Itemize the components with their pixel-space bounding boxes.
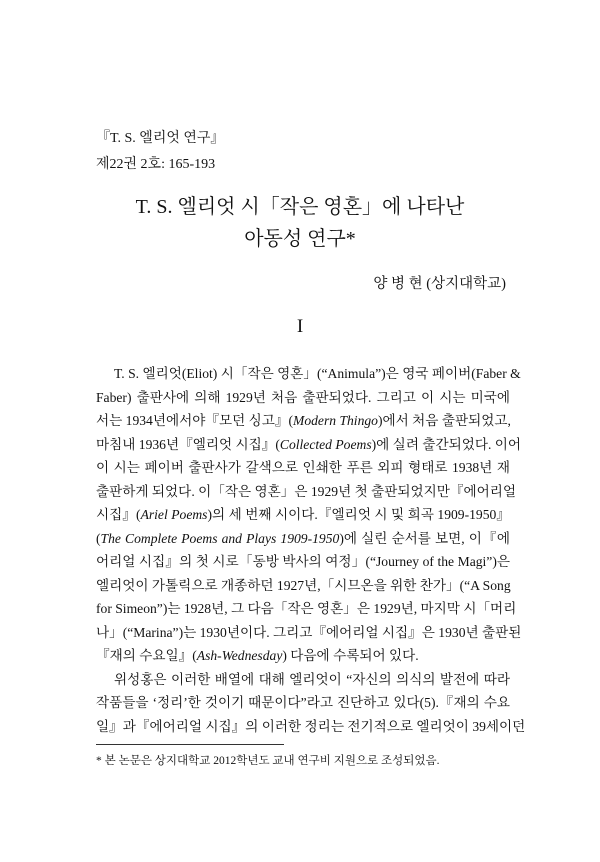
body-line: [96, 503, 510, 527]
body-line-text-tail: )의 세 번째 시이다.『엘리엇 시 및 희곡 1909-1950』: [207, 507, 510, 522]
body-line-italic: Collected Poems: [279, 436, 372, 452]
author-affiliation: 양 병 현 (상지대학교): [373, 276, 506, 292]
body-line-text: 작품들을 ‘정리’한 것이기 때문이다”라고 진단하고 있다(5).『재의 수요: [96, 695, 510, 710]
footnote: * 본 논문은 상지대학교 2012학년도 교내 연구비 지원으로 조성되었음.: [96, 755, 440, 767]
body-line: [96, 527, 510, 551]
body-line: [96, 715, 526, 739]
body-line: [96, 621, 522, 645]
body-line-text: 나」(“Marina”)는 1930년이다. 그리고『에어리얼 시집』은 1930년 출판된: [96, 624, 522, 640]
body-line: [96, 550, 510, 574]
body-line: [96, 362, 521, 386]
body-line-text: (: [96, 530, 101, 546]
body-line-text-tail: )에서 처음 출판되었고,: [377, 413, 511, 428]
body-line-text-tail: )에 실린 순서를 보면, 이『에: [339, 530, 511, 546]
body-line: [96, 386, 510, 410]
journal-issue: 제22권 2호: 165-193: [96, 157, 216, 172]
body-line-italic: Modern Thingo: [293, 413, 378, 428]
body-line-text: 위성홍은 이러한 배열에 대해 엘리엇이 “자신의 의식의 발전에 따라: [114, 671, 510, 687]
body-line-text: 일』과『에어리얼 시집』의 이러한 정리는 전기적으로 엘리엇이 39세이던: [96, 718, 526, 734]
body-line-italic: The Complete Poems and Plays 1909-1950: [100, 530, 340, 546]
body-line-text: 마침내 1936년『엘리엇 시집』(: [96, 436, 280, 452]
body-line: [96, 691, 510, 715]
body-line-text-tail: )에 실려 출간되었다. 이어: [371, 436, 522, 452]
paper-title-line-1: T. S. 엘리엇 시「작은 영혼」에 나타난: [135, 196, 465, 218]
body-line-text: 시집』(: [96, 507, 141, 522]
body-line: [96, 456, 510, 480]
body-line-text: Faber) 출판사에 의해 1929년 처음 출판되었다. 그리고 이 시는 미국에: [96, 389, 510, 405]
body-line-text: 『재의 수요일』(: [96, 648, 197, 663]
body-line-text: 이 시는 페이버 출판사가 갈색으로 인쇄한 푸른 외피 형태로 1938년 재: [96, 460, 510, 475]
body-line: [96, 409, 510, 433]
journal-name: 『T. S. 엘리엇 연구』: [96, 131, 225, 146]
body-line-text-tail: ) 다음에 수록되어 있다.: [282, 648, 419, 663]
body-text: [96, 362, 526, 738]
body-line-italic: Ariel Poems: [140, 507, 208, 522]
paper-title-line-2: 아동성 연구*: [244, 228, 356, 250]
body-line-text: 출판하게 되었다. 이「작은 영혼」은 1929년 첫 출판되었지만『에어리얼: [96, 483, 517, 499]
journal-header: [96, 126, 224, 178]
body-line-text: for Simeon”)는 1928년, 그 다음「작은 영혼」은 1929년, 마지막 시「머리: [96, 601, 517, 616]
body-line-italic: Ash-Wednesday: [196, 648, 283, 663]
footnote-rule: [96, 744, 284, 745]
body-line: [96, 574, 510, 598]
section-heading: I: [296, 316, 304, 337]
body-line-text: 엘리엇이 가톨릭으로 개종하던 1927년,「시므온을 위한 찬가」(“A Song: [96, 577, 511, 593]
body-line: [96, 644, 510, 668]
body-line: [96, 597, 517, 621]
body-line-text: 서는 1934년에서야『모던 싱고』(: [96, 413, 294, 428]
body-line-text: 어리얼 시집』의 첫 시로「동방 박사의 여정」(“Journey of the Magi”)은: [96, 554, 510, 569]
body-line-text: T. S. 엘리엇(Eliot) 시「작은 영혼」(“Animula”)은 영국 페이버(Faber &: [114, 366, 521, 381]
body-line: [96, 668, 510, 692]
body-line: [96, 480, 517, 504]
body-line: [96, 433, 522, 457]
